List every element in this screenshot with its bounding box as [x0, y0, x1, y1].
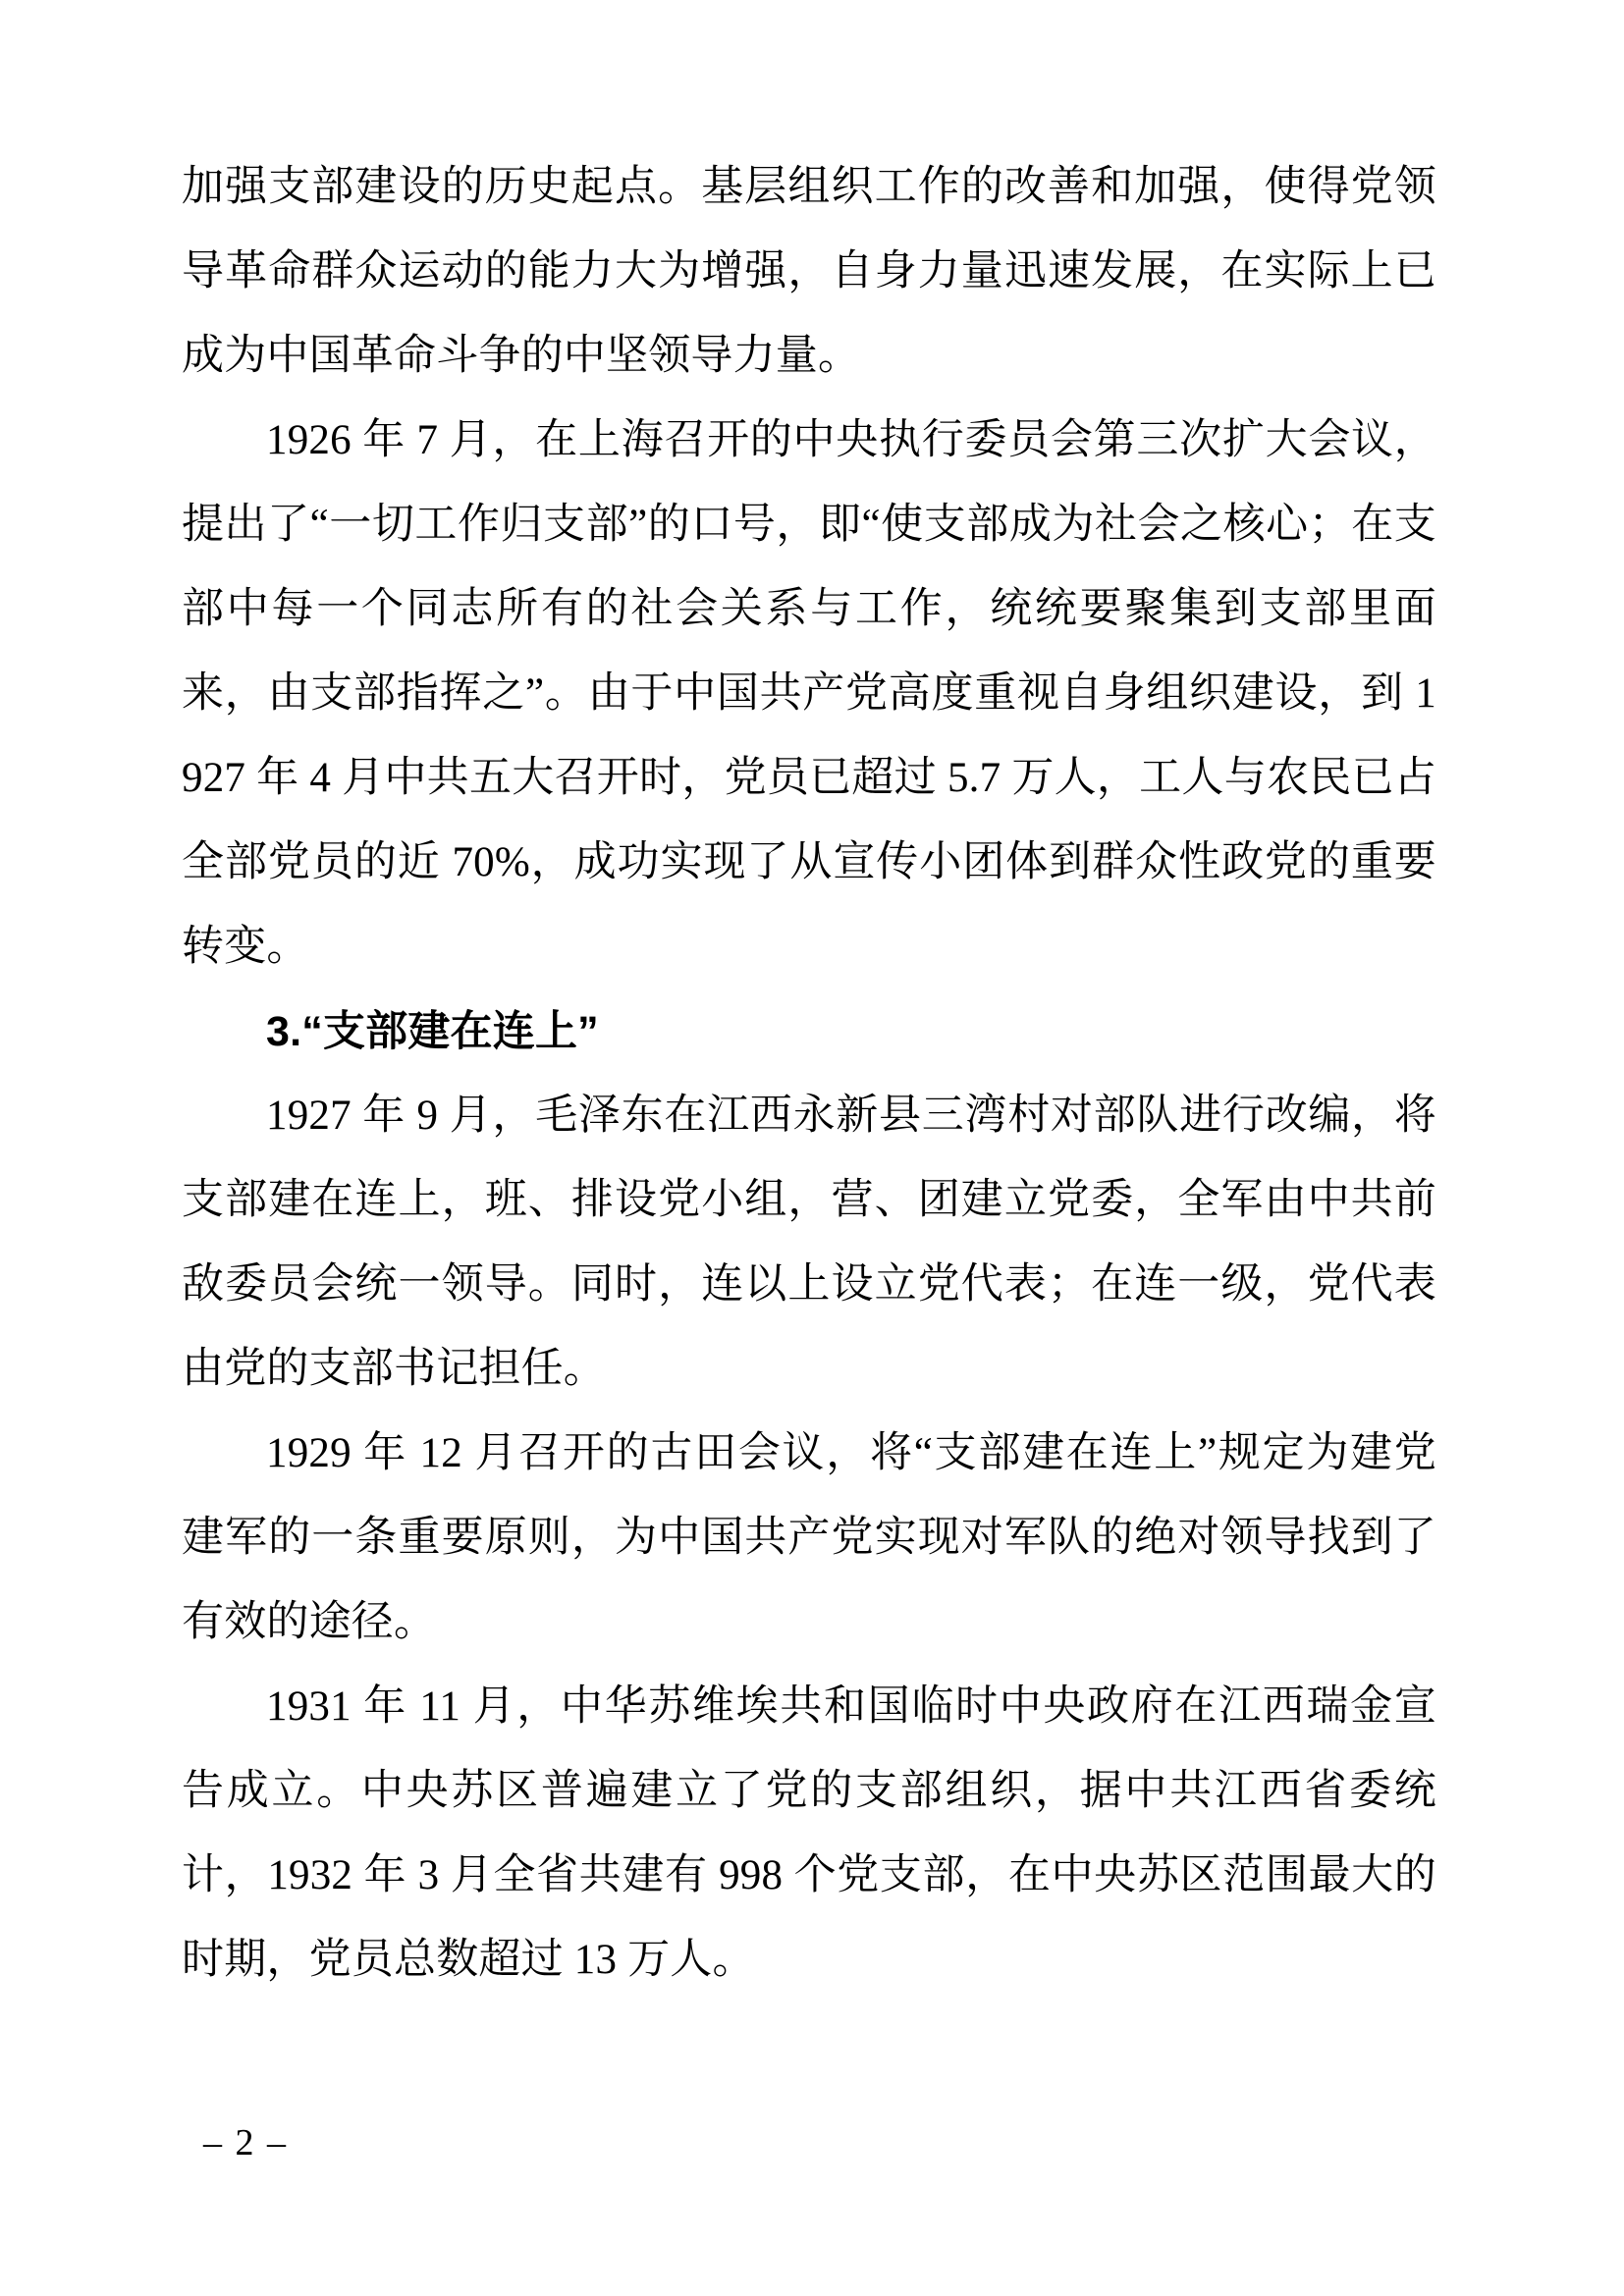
- paragraph-1926-third-enlarged-meeting: 1926 年 7 月，在上海召开的中央执行委员会第三次扩大会议，提出了“一切工作归支部”的口号，即“使支部成为社会之核心；在支部中每一个同志所有的社会关系与工作，统统要聚集到支部里面来，由支部指挥之”。由于中国共产党高度重视自身组织建设，到 1927 年 4 月中共五大召开时，党员已超过 5.7 万人，工人与农民已占全部党员的近 70%，成功实现了从宣传小团体到群众性政党的重要转变。: [182, 417, 1436, 970]
- page-number: – 2 –: [203, 2122, 288, 2163]
- paragraph-1929-gutian-conference: 1929 年 12 月召开的古田会议，将“支部建在连上”规定为建党建军的一条重要原则，为中国共产党实现对军队的绝对领导找到了有效的途径。: [182, 1430, 1436, 1645]
- section-heading-branch-on-company: 3.“支部建在连上”: [266, 1008, 599, 1055]
- paragraph-continuation-grassroots-organization: 加强支部建设的历史起点。基层组织工作的改善和加强，使得党领导革命群众运动的能力大为增强，自身力量迅速发展，在实际上已成为中国革命斗争的中坚领导力量。: [182, 164, 1436, 379]
- paragraph-1931-soviet-republic-ruijin: 1931 年 11 月，中华苏维埃共和国临时中央政府在江西瑞金宣告成立。中央苏区普遍建立了党的支部组织，据中共江西省委统计，1932 年 3 月全省共建有 998 个党支部，在中央苏区范围最大的时期，党员总数超过 13 万人。: [182, 1683, 1436, 1983]
- paragraph-1927-sanwan-reorganization: 1927 年 9 月，毛泽东在江西永新县三湾村对部队进行改编，将支部建在连上，班、排设党小组，营、团建立党委，全军由中共前敌委员会统一领导。同时，连以上设立党代表；在连一级，党代表由党的支部书记担任。: [182, 1093, 1436, 1392]
- document-body: [182, 145, 1436, 2002]
